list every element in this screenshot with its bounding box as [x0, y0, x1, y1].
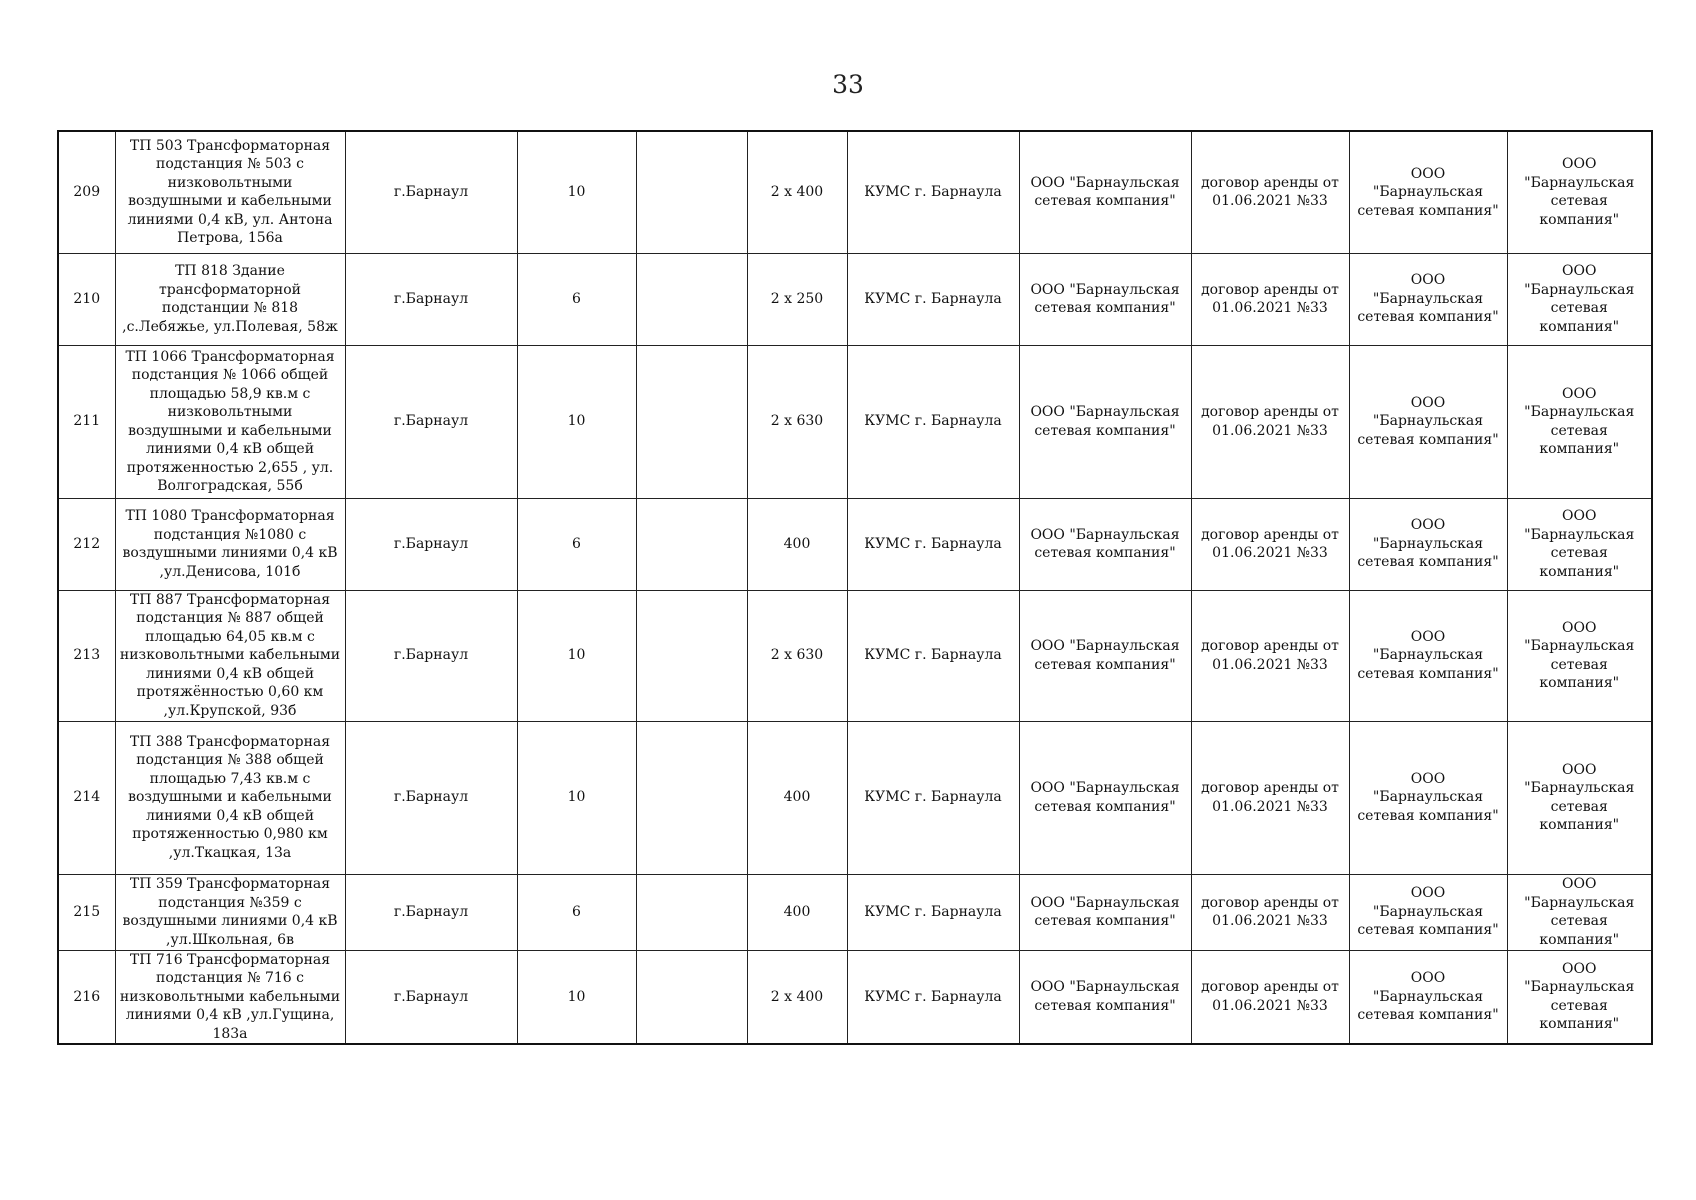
location-cell: г.Барнаул [345, 345, 517, 498]
voltage-cell: 6 [517, 874, 636, 950]
table-row [58, 131, 1652, 253]
table-body [58, 131, 1652, 1044]
owner-cell: КУМС г. Барнаула [847, 721, 1019, 874]
row-number-cell: 212 [58, 498, 115, 590]
row-number-cell: 209 [58, 131, 115, 253]
operator-cell: ООО "Барнаульская сетевая компания" [1349, 498, 1507, 590]
basis-cell: договор аренды от 01.06.2021 №33 [1191, 498, 1349, 590]
owner-cell: КУМС г. Барнаула [847, 498, 1019, 590]
holder-cell: ООО "Барнаульская сетевая компания" [1019, 253, 1191, 345]
power-cell: 2 х 630 [747, 590, 847, 721]
table-row [58, 498, 1652, 590]
object-name-cell: ТП 388 Трансформаторная подстанция № 388 общей площадью 7,43 кв.м с воздушными и кабельными линиями 0,4 кВ общей протяженностью 0,980 км ,ул.Ткацкая, 13а [115, 721, 345, 874]
empty-cell [636, 345, 747, 498]
location-cell: г.Барнаул [345, 253, 517, 345]
operator-cell: ООО "Барнаульская сетевая компания" [1349, 721, 1507, 874]
power-cell: 2 х 400 [747, 131, 847, 253]
empty-cell [636, 590, 747, 721]
basis-cell: договор аренды от 01.06.2021 №33 [1191, 345, 1349, 498]
row-number-cell: 214 [58, 721, 115, 874]
basis-cell: договор аренды от 01.06.2021 №33 [1191, 131, 1349, 253]
power-cell: 400 [747, 874, 847, 950]
object-name-cell: ТП 1080 Трансформаторная подстанция №1080 с воздушными линиями 0,4 кВ ,ул.Денисова, 101б [115, 498, 345, 590]
user-cell: ООО "Барнаульская сетевая компания" [1507, 345, 1652, 498]
voltage-cell: 10 [517, 721, 636, 874]
voltage-cell: 6 [517, 498, 636, 590]
row-number-cell: 210 [58, 253, 115, 345]
table-row [58, 874, 1652, 950]
operator-cell: ООО "Барнаульская сетевая компания" [1349, 874, 1507, 950]
owner-cell: КУМС г. Барнаула [847, 950, 1019, 1044]
holder-cell: ООО "Барнаульская сетевая компания" [1019, 874, 1191, 950]
location-cell: г.Барнаул [345, 950, 517, 1044]
power-cell: 2 х 400 [747, 950, 847, 1044]
owner-cell: КУМС г. Барнаула [847, 590, 1019, 721]
object-name-cell: ТП 503 Трансформаторная подстанция № 503 с низковольтными воздушными и кабельными линиями 0,4 кВ, ул. Антона Петрова, 156а [115, 131, 345, 253]
operator-cell: ООО "Барнаульская сетевая компания" [1349, 590, 1507, 721]
table-row [58, 950, 1652, 1044]
basis-cell: договор аренды от 01.06.2021 №33 [1191, 874, 1349, 950]
object-name-cell: ТП 887 Трансформаторная подстанция № 887 общей площадью 64,05 кв.м с низковольтными кабельными линиями 0,4 кВ общей протяжённостью 0,60 км ,ул.Крупской, 93б [115, 590, 345, 721]
empty-cell [636, 498, 747, 590]
object-name-cell: ТП 716 Трансформаторная подстанция № 716 с низковольтными кабельными линиями 0,4 кВ ,ул.Гущина, 183а [115, 950, 345, 1044]
object-name-cell: ТП 359 Трансформаторная подстанция №359 с воздушными линиями 0,4 кВ ,ул.Школьная, 6в [115, 874, 345, 950]
empty-cell [636, 950, 747, 1044]
location-cell: г.Барнаул [345, 590, 517, 721]
user-cell: ООО "Барнаульская сетевая компания" [1507, 498, 1652, 590]
row-number-cell: 215 [58, 874, 115, 950]
basis-cell: договор аренды от 01.06.2021 №33 [1191, 253, 1349, 345]
user-cell: ООО "Барнаульская сетевая компания" [1507, 131, 1652, 253]
power-cell: 2 х 250 [747, 253, 847, 345]
holder-cell: ООО "Барнаульская сетевая компания" [1019, 950, 1191, 1044]
voltage-cell: 10 [517, 131, 636, 253]
voltage-cell: 10 [517, 950, 636, 1044]
table-row [58, 590, 1652, 721]
empty-cell [636, 253, 747, 345]
owner-cell: КУМС г. Барнаула [847, 874, 1019, 950]
location-cell: г.Барнаул [345, 874, 517, 950]
holder-cell: ООО "Барнаульская сетевая компания" [1019, 131, 1191, 253]
table-row [58, 345, 1652, 498]
operator-cell: ООО "Барнаульская сетевая компания" [1349, 950, 1507, 1044]
location-cell: г.Барнаул [345, 131, 517, 253]
page-number: 33 [832, 70, 864, 99]
object-name-cell: ТП 818 Здание трансформаторной подстанции № 818 ,с.Лебяжье, ул.Полевая, 58ж [115, 253, 345, 345]
power-cell: 400 [747, 721, 847, 874]
user-cell: ООО "Барнаульская сетевая компания" [1507, 590, 1652, 721]
row-number-cell: 213 [58, 590, 115, 721]
basis-cell: договор аренды от 01.06.2021 №33 [1191, 721, 1349, 874]
table-row [58, 253, 1652, 345]
row-number-cell: 211 [58, 345, 115, 498]
voltage-cell: 10 [517, 590, 636, 721]
voltage-cell: 10 [517, 345, 636, 498]
operator-cell: ООО "Барнаульская сетевая компания" [1349, 131, 1507, 253]
empty-cell [636, 874, 747, 950]
location-cell: г.Барнаул [345, 498, 517, 590]
user-cell: ООО "Барнаульская сетевая компания" [1507, 253, 1652, 345]
location-cell: г.Барнаул [345, 721, 517, 874]
operator-cell: ООО "Барнаульская сетевая компания" [1349, 253, 1507, 345]
owner-cell: КУМС г. Барнаула [847, 131, 1019, 253]
voltage-cell: 6 [517, 253, 636, 345]
object-name-cell: ТП 1066 Трансформаторная подстанция № 1066 общей площадью 58,9 кв.м с низковольтными воздушными и кабельными линиями 0,4 кВ общей протяженностью 2,655 , ул. Волгоградская, 55б [115, 345, 345, 498]
row-number-cell: 216 [58, 950, 115, 1044]
owner-cell: КУМС г. Барнаула [847, 253, 1019, 345]
basis-cell: договор аренды от 01.06.2021 №33 [1191, 950, 1349, 1044]
property-registry-table [57, 130, 1653, 1045]
user-cell: ООО "Барнаульская сетевая компания" [1507, 874, 1652, 950]
power-cell: 400 [747, 498, 847, 590]
holder-cell: ООО "Барнаульская сетевая компания" [1019, 345, 1191, 498]
holder-cell: ООО "Барнаульская сетевая компания" [1019, 590, 1191, 721]
holder-cell: ООО "Барнаульская сетевая компания" [1019, 721, 1191, 874]
holder-cell: ООО "Барнаульская сетевая компания" [1019, 498, 1191, 590]
user-cell: ООО "Барнаульская сетевая компания" [1507, 950, 1652, 1044]
table-row [58, 721, 1652, 874]
basis-cell: договор аренды от 01.06.2021 №33 [1191, 590, 1349, 721]
empty-cell [636, 721, 747, 874]
owner-cell: КУМС г. Барнаула [847, 345, 1019, 498]
user-cell: ООО "Барнаульская сетевая компания" [1507, 721, 1652, 874]
power-cell: 2 х 630 [747, 345, 847, 498]
empty-cell [636, 131, 747, 253]
operator-cell: ООО "Барнаульская сетевая компания" [1349, 345, 1507, 498]
